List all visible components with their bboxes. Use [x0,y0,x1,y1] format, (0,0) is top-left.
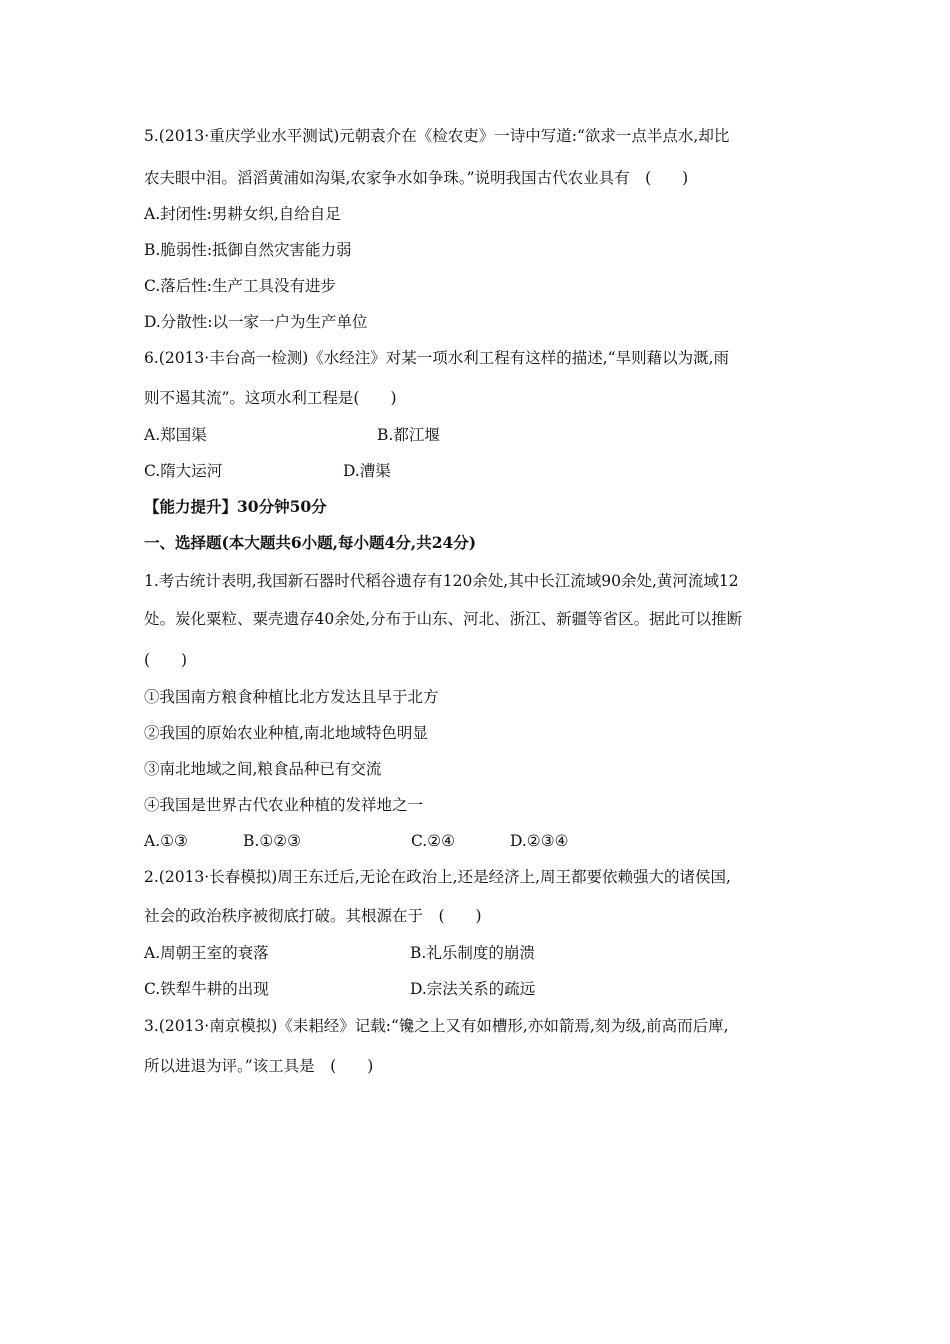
p2-option-c: C.铁犁牛耕的出现 [144,980,269,998]
p1-item-1: ①我国南方粮食种植比北方发达且早于北方 [144,688,439,706]
p1-stem-line-2: 处。炭化粟粒、粟壳遗存40余处,分布于山东、河北、浙江、新疆等省区。据此可以推断 [144,610,743,628]
p3-stem-line-1: 3.(2013·南京模拟)《耒耜经》记载:“镵之上又有如槽形,亦如箭焉,刻为级,前高而后庳, [144,1017,729,1035]
p1-option-c: C.②④ [411,832,456,850]
p1-stem-line-3: ( ) [144,651,188,669]
p2-stem-line-2: 社会的政治秩序被彻底打破。其根源在于 ( ) [144,907,482,925]
q6-option-d: D.漕渠 [343,462,391,480]
p2-options-row-2 [144,979,814,999]
p3-stem-line-2: 所以进退为评。”该工具是 ( ) [144,1057,374,1075]
p1-item-2: ②我国的原始农业种植,南北地域特色明显 [144,724,428,742]
q6-options-row-1 [144,425,814,445]
q6-option-a: A.郑国渠 [144,426,207,444]
p2-option-b: B.礼乐制度的崩溃 [410,944,535,962]
q6-option-b: B.都江堰 [377,426,440,444]
q5-option-c: C.落后性:生产工具没有进步 [144,277,336,295]
q6-options-row-2 [144,461,814,481]
q6-stem-line-1: 6.(2013·丰台高一检测)《水经注》对某一项水利工程有这样的描述,“旱则藉以为溉,雨 [144,349,730,367]
p1-option-b: B.①②③ [243,832,302,850]
section-heading: 【能力提升】30分钟50分 [144,497,327,516]
p1-option-a: A.①③ [144,832,188,850]
q6-stem-line-2: 则不遏其流”。这项水利工程是( ) [144,389,397,407]
q5-stem-line-2: 农夫眼中泪。滔滔黄浦如沟渠,农家争水如争珠。”说明我国古代农业具有 ( ) [144,169,689,187]
p1-item-3: ③南北地域之间,粮食品种已有交流 [144,760,382,778]
p1-options-row [144,831,814,851]
p2-stem-line-1: 2.(2013·长春模拟)周王东迁后,无论在政治上,还是经济上,周王都要依赖强大的诸侯国, [144,868,731,886]
q5-option-d: D.分散性:以一家一户为生产单位 [144,313,368,331]
q6-option-c: C.隋大运河 [144,462,223,480]
q5-option-a: A.封闭性:男耕女织,自给自足 [144,205,341,223]
q5-option-b: B.脆弱性:抵御自然灾害能力弱 [144,241,352,259]
p1-item-4: ④我国是世界古代农业种植的发祥地之一 [144,796,424,814]
section-subheading: 一、选择题(本大题共6小题,每小题4分,共24分) [144,533,477,552]
p2-options-row-1 [144,943,814,963]
p1-option-d: D.②③④ [510,832,569,850]
p2-option-d: D.宗法关系的疏远 [410,980,536,998]
p2-option-a: A.周朝王室的衰落 [144,944,269,962]
p1-stem-line-1: 1.考古统计表明,我国新石器时代稻谷遗存有120余处,其中长江流域90余处,黄河流域12 [144,572,739,590]
q5-stem-line-1: 5.(2013·重庆学业水平测试)元朝袁介在《检农吏》一诗中写道:“欲求一点半点水,却比 [144,127,730,145]
